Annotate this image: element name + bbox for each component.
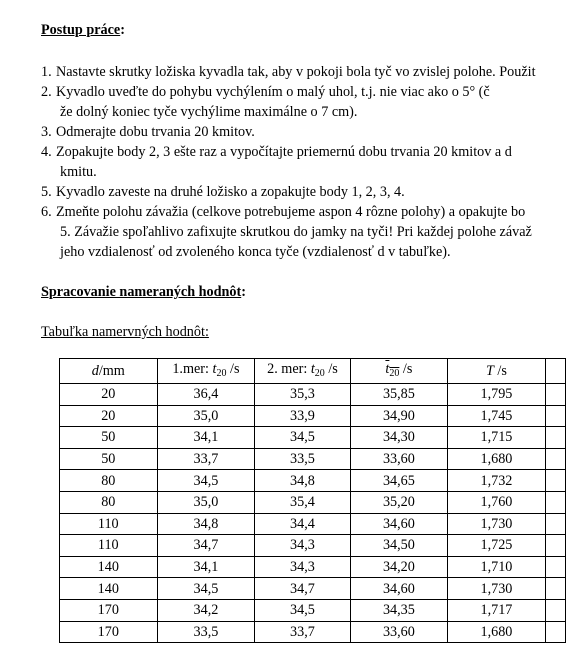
cell-measurement-1: 36,4 <box>157 384 255 406</box>
cell-period: 1,710 <box>448 556 546 578</box>
step-4 <box>41 142 512 162</box>
step-text: Kyvadlo uveďte do pohybu vychýlením o malý uhol, t.j. nie viac ako o 5° (č <box>56 84 490 100</box>
table-body <box>60 384 566 643</box>
cell-measurement-2: 34,5 <box>255 427 350 449</box>
cell-d: 140 <box>60 578 158 600</box>
cell-measurement-2: 33,7 <box>255 621 350 643</box>
caption-label: Tabuľka namervných hodnôt <box>41 324 205 340</box>
cell-d: 110 <box>60 535 158 557</box>
table-row <box>60 491 566 513</box>
heading-label: Postup práce <box>41 22 121 38</box>
section-heading-procedure <box>41 20 125 40</box>
measurement-table <box>59 358 566 643</box>
cell-d: 170 <box>60 599 158 621</box>
cell-cut-off <box>545 556 565 578</box>
column-header-cut-off <box>545 359 565 384</box>
table-row <box>60 405 566 427</box>
cell-measurement-2: 33,5 <box>255 448 350 470</box>
step-text: Nastavte skrutky ložiska kyvadla tak, aby v pokoji bola tyč vo zvislej polohe. Použit <box>56 64 536 80</box>
cell-cut-off <box>545 470 565 492</box>
table-row <box>60 621 566 643</box>
cell-measurement-1: 34,7 <box>157 535 255 557</box>
cell-d: 80 <box>60 491 158 513</box>
table-row <box>60 556 566 578</box>
cell-period: 1,717 <box>448 599 546 621</box>
cell-mean-t20: 35,85 <box>350 384 448 406</box>
cell-measurement-2: 35,3 <box>255 384 350 406</box>
cell-cut-off <box>545 599 565 621</box>
step-text: Kyvadlo zaveste na druhé ložisko a zopakujte body 1, 2, 3, 4. <box>56 184 405 200</box>
cell-cut-off <box>545 535 565 557</box>
cell-period: 1,725 <box>448 535 546 557</box>
cell-mean-t20: 34,50 <box>350 535 448 557</box>
cell-d: 20 <box>60 405 158 427</box>
cell-period: 1,680 <box>448 621 546 643</box>
step-6-continued <box>60 222 532 242</box>
table-row <box>60 384 566 406</box>
cell-measurement-2: 34,4 <box>255 513 350 535</box>
step-number: 2. <box>41 84 52 100</box>
cell-cut-off <box>545 427 565 449</box>
step-6-continued-2 <box>60 242 451 262</box>
step-number: 1. <box>41 64 52 80</box>
step-2-continued <box>60 102 357 122</box>
cell-mean-t20: 34,90 <box>350 405 448 427</box>
cell-d: 110 <box>60 513 158 535</box>
step-text: 5. Závažie spoľahlivo zafixujte skrutkou do jamky na tyči! Pri každej polohe závaž <box>60 224 532 240</box>
heading-colon: : <box>120 22 125 38</box>
cell-period: 1,680 <box>448 448 546 470</box>
cell-measurement-2: 35,4 <box>255 491 350 513</box>
step-number: 5. <box>41 184 52 200</box>
table-row <box>60 427 566 449</box>
section-heading-processing <box>41 282 246 302</box>
cell-cut-off <box>545 621 565 643</box>
cell-measurement-2: 34,5 <box>255 599 350 621</box>
cell-measurement-1: 34,1 <box>157 427 255 449</box>
table-row <box>60 599 566 621</box>
table-row <box>60 513 566 535</box>
step-text: kmitu. <box>60 164 97 180</box>
table-header-row <box>60 359 566 384</box>
cell-d: 80 <box>60 470 158 492</box>
cell-mean-t20: 34,30 <box>350 427 448 449</box>
cell-mean-t20: 35,20 <box>350 491 448 513</box>
cell-measurement-1: 33,5 <box>157 621 255 643</box>
step-text: Zopakujte body 2, 3 ešte raz a vypočítajte priemernú dobu trvania 20 kmitov a d <box>56 144 512 160</box>
cell-measurement-1: 33,7 <box>157 448 255 470</box>
step-text: jeho vzdialenosť od zvoleného konca tyče (vzdialenosť d v tabuľke). <box>60 244 451 260</box>
step-3 <box>41 122 255 142</box>
cell-period: 1,745 <box>448 405 546 427</box>
column-header-mean-t20: $t_{20}$ /s <box>350 359 448 384</box>
cell-mean-t20: 34,35 <box>350 599 448 621</box>
cell-measurement-1: 35,0 <box>157 491 255 513</box>
cell-measurement-2: 34,3 <box>255 556 350 578</box>
cell-d: 140 <box>60 556 158 578</box>
cell-period: 1,730 <box>448 513 546 535</box>
cell-mean-t20: 34,60 <box>350 513 448 535</box>
cell-mean-t20: 33,60 <box>350 448 448 470</box>
cell-cut-off <box>545 513 565 535</box>
step-number: 6. <box>41 204 52 220</box>
table-row <box>60 448 566 470</box>
cell-cut-off <box>545 384 565 406</box>
cell-measurement-1: 34,5 <box>157 578 255 600</box>
cell-cut-off <box>545 448 565 470</box>
cell-period: 1,732 <box>448 470 546 492</box>
step-text: Odmerajte dobu trvania 20 kmitov. <box>56 124 255 140</box>
heading-label: Spracovanie nameraných hodnôt <box>41 284 242 300</box>
cell-measurement-2: 34,7 <box>255 578 350 600</box>
table-row <box>60 578 566 600</box>
column-header-period: T /s <box>448 359 546 384</box>
cell-measurement-1: 34,2 <box>157 599 255 621</box>
table-row <box>60 535 566 557</box>
step-6 <box>41 202 525 222</box>
cell-mean-t20: 34,20 <box>350 556 448 578</box>
cell-d: 50 <box>60 427 158 449</box>
cell-cut-off <box>545 405 565 427</box>
step-text: že dolný koniec tyče vychýlime maximálne o 7 cm). <box>60 104 358 120</box>
caption-colon: : <box>204 324 209 340</box>
cell-d: 20 <box>60 384 158 406</box>
step-number: 3. <box>41 124 52 140</box>
column-header-measurement-1: 1.mer: $t_{20}$ /s <box>157 359 255 384</box>
cell-cut-off <box>545 578 565 600</box>
cell-d: 50 <box>60 448 158 470</box>
cell-measurement-1: 34,1 <box>157 556 255 578</box>
column-header-measurement-2: 2. mer: $t_{20}$ /s <box>255 359 350 384</box>
cell-mean-t20: 33,60 <box>350 621 448 643</box>
table-caption <box>41 322 209 342</box>
step-text: Zmeňte polohu závažia (celkove potrebujeme aspon 4 rôzne polohy) a opakujte bo <box>56 204 526 220</box>
cell-cut-off <box>545 491 565 513</box>
cell-period: 1,715 <box>448 427 546 449</box>
table-row <box>60 470 566 492</box>
cell-measurement-1: 35,0 <box>157 405 255 427</box>
step-number: 4. <box>41 144 52 160</box>
column-header-d: d/mm <box>60 359 158 384</box>
cell-mean-t20: 34,60 <box>350 578 448 600</box>
cell-measurement-1: 34,8 <box>157 513 255 535</box>
cell-measurement-2: 34,8 <box>255 470 350 492</box>
cell-mean-t20: 34,65 <box>350 470 448 492</box>
cell-period: 1,760 <box>448 491 546 513</box>
cell-measurement-2: 33,9 <box>255 405 350 427</box>
cell-measurement-1: 34,5 <box>157 470 255 492</box>
cell-d: 170 <box>60 621 158 643</box>
cell-period: 1,730 <box>448 578 546 600</box>
step-2 <box>41 82 490 102</box>
cell-period: 1,795 <box>448 384 546 406</box>
step-5 <box>41 182 405 202</box>
step-4-continued <box>60 162 97 182</box>
step-1 <box>41 62 536 82</box>
heading-colon: : <box>241 284 246 300</box>
cell-measurement-2: 34,3 <box>255 535 350 557</box>
